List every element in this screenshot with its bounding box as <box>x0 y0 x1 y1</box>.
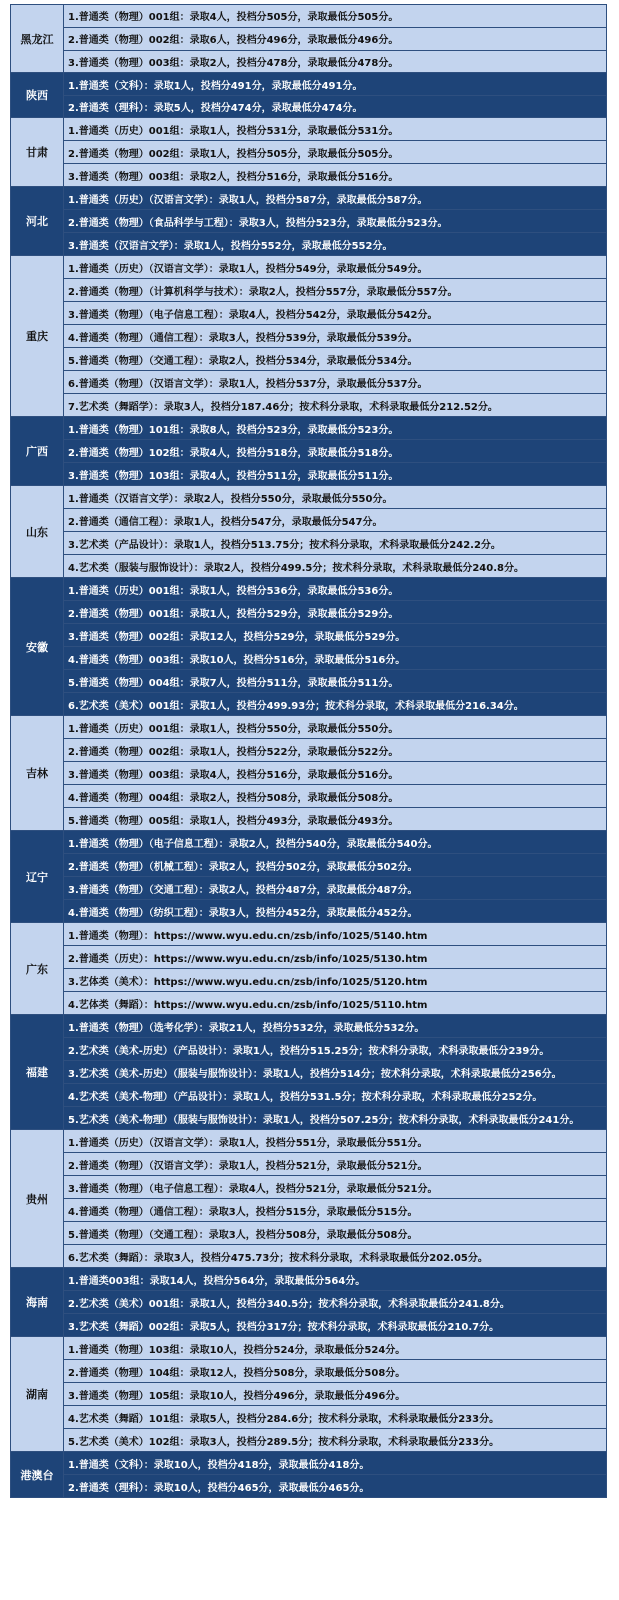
province-name-jilin: 吉林 <box>11 716 64 831</box>
row-chongqing-7 <box>11 394 607 417</box>
admission-table-body <box>11 5 607 1498</box>
row-chongqing-4 <box>11 325 607 348</box>
admission-entry: 1.普通类（历史）001组：录取1人，投档分550分，录取最低分550分。 <box>64 716 607 739</box>
province-name-shandong: 山东 <box>11 486 64 578</box>
admission-entry: 2.普通类（物理）001组：录取1人，投档分529分，录取最低分529分。 <box>64 601 607 624</box>
admission-entry: 2.普通类（物理）002组：录取1人，投档分522分，录取最低分522分。 <box>64 739 607 762</box>
row-liaoning-2 <box>11 854 607 877</box>
admission-entry: 4.普通类（物理）004组：录取2人，投档分508分，录取最低分508分。 <box>64 785 607 808</box>
row-guangdong-2 <box>11 946 607 969</box>
admission-entry: 1.普通类（汉语言文学）：录取2人，投档分550分，录取最低分550分。 <box>64 486 607 509</box>
province-name-guangxi: 广西 <box>11 417 64 486</box>
province-name-gansu: 甘肃 <box>11 118 64 187</box>
row-liaoning-3 <box>11 877 607 900</box>
row-chongqing-1 <box>11 256 607 279</box>
row-shandong-4 <box>11 555 607 578</box>
admission-entry: 1.普通类（物理）：https://www.wyu.edu.cn/zsb/info/1025/5140.htm <box>64 923 607 946</box>
row-fujian-1 <box>11 1015 607 1038</box>
row-jilin-2 <box>11 739 607 762</box>
admission-entry: 1.普通类（物理）103组：录取10人，投档分524分，录取最低分524分。 <box>64 1337 607 1360</box>
row-heilongjiang-1 <box>11 5 607 28</box>
admission-entry: 3.普通类（物理）（交通工程）：录取2人，投档分487分，录取最低分487分。 <box>64 877 607 900</box>
admission-entry: 1.普通类（物理）（选考化学）：录取21人，投档分532分，录取最低分532分。 <box>64 1015 607 1038</box>
row-gangaotai-2 <box>11 1475 607 1498</box>
admission-entry: 2.普通类（历史）：https://www.wyu.edu.cn/zsb/info/1025/5130.htm <box>64 946 607 969</box>
admission-entry: 2.普通类（物理）104组：录取12人，投档分508分，录取最低分508分。 <box>64 1360 607 1383</box>
admission-entry: 3.艺术类（舞蹈）002组：录取5人，投档分317分；按术科分录取，术科录取最低分210.7分。 <box>64 1314 607 1337</box>
admission-entry: 1.普通类（历史）001组：录取1人，投档分536分，录取最低分536分。 <box>64 578 607 601</box>
admission-entry: 1.普通类（物理）101组：录取8人，投档分523分，录取最低分523分。 <box>64 417 607 440</box>
admission-entry: 6.艺术类（舞蹈）：录取3人，投档分475.73分；按术科分录取，术科录取最低分202.05分。 <box>64 1245 607 1268</box>
admission-entry: 2.普通类（物理）（食品科学与工程）：录取3人，投档分523分，录取最低分523分。 <box>64 210 607 233</box>
row-anhui-5 <box>11 670 607 693</box>
admission-entry: 2.艺术类（美术-历史）（产品设计）：录取1人，投档分515.25分；按术科分录取，术科录取最低分239分。 <box>64 1038 607 1061</box>
admission-entry: 1.普通类（物理）（电子信息工程）：录取2人，投档分540分，录取最低分540分。 <box>64 831 607 854</box>
admission-entry: 2.普通类（物理）002组：录取1人，投档分505分，录取最低分505分。 <box>64 141 607 164</box>
row-guizhou-4 <box>11 1199 607 1222</box>
admission-entry: 6.艺术类（美术）001组：录取1人，投档分499.93分；按术科分录取，术科录取最低分216.34分。 <box>64 693 607 716</box>
admission-entry: 2.普通类（物理）（汉语言文学）：录取1人，投档分521分，录取最低分521分。 <box>64 1153 607 1176</box>
admission-entry: 3.艺体类（美术）：https://www.wyu.edu.cn/zsb/info/1025/5120.htm <box>64 969 607 992</box>
row-guangxi-1 <box>11 417 607 440</box>
row-fujian-3 <box>11 1061 607 1084</box>
province-name-gangaotai: 港澳台 <box>11 1452 64 1498</box>
row-liaoning-4 <box>11 900 607 923</box>
admission-entry: 3.普通类（物理）003组：录取2人，投档分516分，录取最低分516分。 <box>64 164 607 187</box>
admission-table <box>10 4 607 1498</box>
admission-entry: 4.普通类（物理）（通信工程）：录取3人，投档分539分，录取最低分539分。 <box>64 325 607 348</box>
admission-entry: 3.普通类（物理）105组：录取10人，投档分496分，录取最低分496分。 <box>64 1383 607 1406</box>
row-shaanxi-2 <box>11 95 607 118</box>
row-guangxi-2 <box>11 440 607 463</box>
row-shandong-2 <box>11 509 607 532</box>
admission-entry: 1.普通类（历史）（汉语言文学）：录取1人，投档分587分，录取最低分587分。 <box>64 187 607 210</box>
row-anhui-2 <box>11 601 607 624</box>
admission-entry: 7.艺术类（舞蹈学）：录取3人，投档分187.46分；按术科分录取，术科录取最低分212.52分。 <box>64 394 607 417</box>
admission-entry: 2.普通类（物理）102组：录取4人，投档分518分，录取最低分518分。 <box>64 440 607 463</box>
row-jilin-3 <box>11 762 607 785</box>
row-jilin-5 <box>11 808 607 831</box>
admission-entry: 2.普通类（物理）（机械工程）：录取2人，投档分502分，录取最低分502分。 <box>64 854 607 877</box>
province-name-anhui: 安徽 <box>11 578 64 716</box>
row-guangdong-3 <box>11 969 607 992</box>
admission-entry: 1.普通类（文科）：录取1人，投档分491分，录取最低分491分。 <box>64 73 607 96</box>
row-anhui-3 <box>11 624 607 647</box>
row-heilongjiang-3 <box>11 50 607 73</box>
admission-entry: 1.普通类（文科）：录取10人，投档分418分，录取最低分418分。 <box>64 1452 607 1475</box>
row-gansu-1 <box>11 118 607 141</box>
admission-entry: 3.普通类（物理）103组：录取4人，投档分511分，录取最低分511分。 <box>64 463 607 486</box>
row-chongqing-2 <box>11 279 607 302</box>
province-name-guizhou: 贵州 <box>11 1130 64 1268</box>
admission-table-wrapper <box>10 4 607 1498</box>
admission-entry: 3.普通类（物理）003组：录取2人，投档分478分，录取最低分478分。 <box>64 50 607 73</box>
row-hebei-2 <box>11 210 607 233</box>
row-hunan-3 <box>11 1383 607 1406</box>
admission-entry: 4.艺术类（美术-物理）（产品设计）：录取1人，投档分531.5分；按术科分录取，术科录取最低分252分。 <box>64 1084 607 1107</box>
admission-entry: 5.普通类（物理）005组：录取1人，投档分493分，录取最低分493分。 <box>64 808 607 831</box>
row-liaoning-1 <box>11 831 607 854</box>
row-guizhou-5 <box>11 1222 607 1245</box>
admission-entry: 2.普通类（物理）002组：录取6人，投档分496分，录取最低分496分。 <box>64 27 607 50</box>
province-name-heilongjiang: 黑龙江 <box>11 5 64 73</box>
row-guangxi-3 <box>11 463 607 486</box>
row-guangdong-1 <box>11 923 607 946</box>
row-heilongjiang-2 <box>11 27 607 50</box>
row-hunan-4 <box>11 1406 607 1429</box>
admission-entry: 2.普通类（物理）（计算机科学与技术）：录取2人，投档分557分，录取最低分557分。 <box>64 279 607 302</box>
row-shandong-1 <box>11 486 607 509</box>
row-hunan-2 <box>11 1360 607 1383</box>
admission-entry: 1.普通类（历史）（汉语言文学）：录取1人，投档分549分，录取最低分549分。 <box>64 256 607 279</box>
admission-entry: 3.普通类（物理）（电子信息工程）：录取4人，投档分521分，录取最低分521分。 <box>64 1176 607 1199</box>
admission-entry: 1.普通类（历史）001组：录取1人，投档分531分，录取最低分531分。 <box>64 118 607 141</box>
admission-entry: 1.普通类（物理）001组：录取4人，投档分505分，录取最低分505分。 <box>64 5 607 28</box>
row-hainan-1 <box>11 1268 607 1291</box>
admission-entry: 2.艺术类（美术）001组：录取1人，投档分340.5分；按术科分录取，术科录取最低分241.8分。 <box>64 1291 607 1314</box>
admission-entry: 3.艺术类（产品设计）：录取1人，投档分513.75分；按术科分录取，术科录取最低分242.2分。 <box>64 532 607 555</box>
row-anhui-4 <box>11 647 607 670</box>
row-fujian-5 <box>11 1107 607 1130</box>
admission-entry: 5.普通类（物理）（交通工程）：录取3人，投档分508分，录取最低分508分。 <box>64 1222 607 1245</box>
admission-entry: 5.普通类（物理）004组：录取7人，投档分511分，录取最低分511分。 <box>64 670 607 693</box>
province-name-hebei: 河北 <box>11 187 64 256</box>
row-anhui-6 <box>11 693 607 716</box>
admission-entry: 2.普通类（理科）：录取5人，投档分474分，录取最低分474分。 <box>64 95 607 118</box>
row-fujian-4 <box>11 1084 607 1107</box>
row-gangaotai-1 <box>11 1452 607 1475</box>
admission-entry: 6.普通类（物理）（汉语言文学）：录取1人，投档分537分，录取最低分537分。 <box>64 371 607 394</box>
row-fujian-2 <box>11 1038 607 1061</box>
row-hainan-3 <box>11 1314 607 1337</box>
row-hunan-1 <box>11 1337 607 1360</box>
admission-entry: 1.普通类（历史）（汉语言文学）：录取1人，投档分551分，录取最低分551分。 <box>64 1130 607 1153</box>
row-guizhou-2 <box>11 1153 607 1176</box>
row-chongqing-3 <box>11 302 607 325</box>
row-shaanxi-1 <box>11 73 607 96</box>
row-hainan-2 <box>11 1291 607 1314</box>
row-jilin-4 <box>11 785 607 808</box>
province-name-liaoning: 辽宁 <box>11 831 64 923</box>
admission-entry: 5.普通类（物理）（交通工程）：录取2人，投档分534分，录取最低分534分。 <box>64 348 607 371</box>
admission-entry: 4.普通类（物理）003组：录取10人，投档分516分，录取最低分516分。 <box>64 647 607 670</box>
admission-entry: 4.艺术类（舞蹈）101组：录取5人，投档分284.6分；按术科分录取，术科录取最低分233分。 <box>64 1406 607 1429</box>
row-guizhou-3 <box>11 1176 607 1199</box>
row-guangdong-4 <box>11 992 607 1015</box>
admission-entry: 5.艺术类（美术-物理）（服装与服饰设计）：录取1人，投档分507.25分；按术科分录取，术科录取最低分241分。 <box>64 1107 607 1130</box>
admission-entry: 4.艺术类（服装与服饰设计）：录取2人，投档分499.5分；按术科分录取，术科录取最低分240.8分。 <box>64 555 607 578</box>
province-name-guangdong: 广东 <box>11 923 64 1015</box>
row-chongqing-5 <box>11 348 607 371</box>
admission-entry: 4.普通类（物理）（通信工程）：录取3人，投档分515分，录取最低分515分。 <box>64 1199 607 1222</box>
row-shandong-3 <box>11 532 607 555</box>
row-gansu-3 <box>11 164 607 187</box>
admission-entry: 3.普通类（物理）002组：录取12人，投档分529分，录取最低分529分。 <box>64 624 607 647</box>
province-name-shaanxi: 陕西 <box>11 73 64 118</box>
admission-entry: 3.普通类（汉语言文学）：录取1人，投档分552分，录取最低分552分。 <box>64 233 607 256</box>
admission-entry: 2.普通类（通信工程）：录取1人，投档分547分，录取最低分547分。 <box>64 509 607 532</box>
province-name-chongqing: 重庆 <box>11 256 64 417</box>
row-hunan-5 <box>11 1429 607 1452</box>
row-hebei-1 <box>11 187 607 210</box>
province-name-hunan: 湖南 <box>11 1337 64 1452</box>
province-name-fujian: 福建 <box>11 1015 64 1130</box>
admission-entry: 5.艺术类（美术）102组：录取3人，投档分289.5分；按术科分录取，术科录取最低分233分。 <box>64 1429 607 1452</box>
admission-entry: 4.普通类（物理）（纺织工程）：录取3人，投档分452分，录取最低分452分。 <box>64 900 607 923</box>
admission-entry: 2.普通类（理科）：录取10人，投档分465分，录取最低分465分。 <box>64 1475 607 1498</box>
row-guizhou-1 <box>11 1130 607 1153</box>
province-name-hainan: 海南 <box>11 1268 64 1337</box>
admission-entry: 3.艺术类（美术-历史）（服装与服饰设计）：录取1人，投档分514分；按术科分录取，术科录取最低分256分。 <box>64 1061 607 1084</box>
admission-entry: 4.艺体类（舞蹈）：https://www.wyu.edu.cn/zsb/info/1025/5110.htm <box>64 992 607 1015</box>
admission-entry: 3.普通类（物理）（电子信息工程）：录取4人，投档分542分，录取最低分542分。 <box>64 302 607 325</box>
row-gansu-2 <box>11 141 607 164</box>
row-jilin-1 <box>11 716 607 739</box>
row-hebei-3 <box>11 233 607 256</box>
row-anhui-1 <box>11 578 607 601</box>
row-guizhou-6 <box>11 1245 607 1268</box>
admission-entry: 3.普通类（物理）003组：录取4人，投档分516分，录取最低分516分。 <box>64 762 607 785</box>
admission-entry: 1.普通类003组：录取14人，投档分564分，录取最低分564分。 <box>64 1268 607 1291</box>
row-chongqing-6 <box>11 371 607 394</box>
